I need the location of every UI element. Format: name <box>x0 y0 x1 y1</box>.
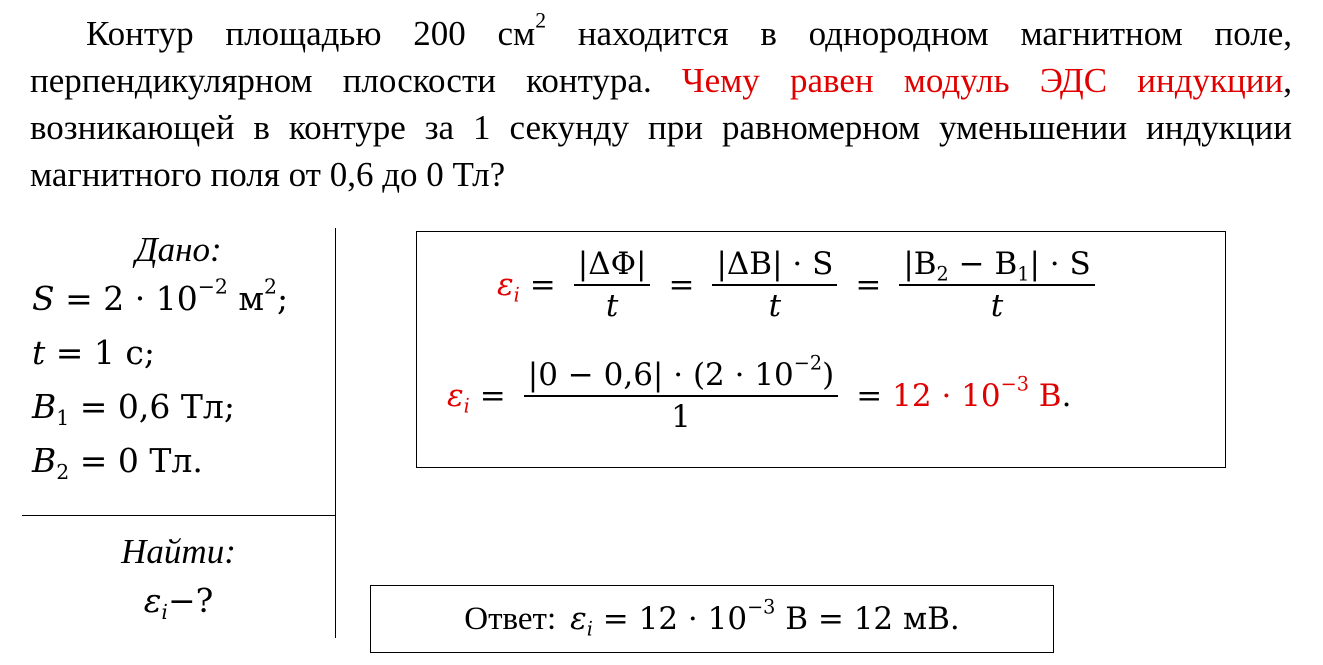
fraction-numeric: $\frac{|0 - 0,6| \cdot (2 \cdot 10^{-2})}{1}$ <box>524 355 838 437</box>
given-header: Дано: <box>135 230 222 269</box>
find-value: −? <box>167 581 214 620</box>
var-s: S <box>32 279 55 318</box>
area-exponent: −2 <box>197 274 228 299</box>
var-t: t <box>32 333 46 372</box>
given-panel <box>22 228 336 638</box>
fraction-difference: $\frac{|B_2 - B_1| \cdot S}{t}$ <box>899 244 1094 326</box>
given-area: $S = 2 \cdot 10^{-2}$ $м^2$; <box>32 274 289 318</box>
fraction-flux: $\frac{|\Delta\Phi|}{t}$ <box>574 244 651 326</box>
emf-symbol-2: $\varepsilon_i$ <box>447 378 470 418</box>
find-header: Найти: <box>121 532 236 571</box>
find-unknown: $\varepsilon_i-$? <box>143 581 214 625</box>
given-time: t = 1 с; <box>32 333 155 372</box>
emf-result: $12 \cdot 10^{-3}$ В <box>892 372 1062 414</box>
area-unit-power: 2 <box>264 274 278 299</box>
problem-statement <box>30 10 1292 198</box>
answer-box <box>370 585 1054 653</box>
formula-box <box>416 231 1226 468</box>
b1-value: 0,6 Тл; <box>117 387 235 426</box>
formula-line-1: $\varepsilon_i$ = $\frac{|\Delta\Phi|}{t}$ = $\frac{|\Delta B| \cdot S}{t}$ = $\frac{|B_2 - B_1| \cdot S}{t}$ <box>497 244 1103 326</box>
area-value: 2 · 10 <box>103 279 198 318</box>
time-value: 1 с; <box>93 333 155 372</box>
b2-value: 0 Тл. <box>117 441 203 480</box>
emf-symbol: $\varepsilon_i$ <box>497 267 520 307</box>
problem-question-highlight: Чему равен модуль ЭДС индукции <box>681 61 1284 100</box>
find-section <box>22 530 335 628</box>
given-b2: $B_2 = 0$ Тл. <box>32 441 203 485</box>
answer-label: Ответ: <box>464 600 557 637</box>
answer-value: $\varepsilon_i = 12 \cdot 10^{-3}$ В = 12 мВ. <box>570 595 960 641</box>
given-divider <box>22 515 335 516</box>
fraction-induction: $\frac{|\Delta B| \cdot S}{t}$ <box>712 244 837 326</box>
given-b1: $B_1 = 0,6$ Тл; <box>32 387 235 431</box>
problem-text-part2: находится в однородном магнитном поле, перпендикулярном плоскости контура. <box>30 14 1292 100</box>
problem-text-part1: Контур площадью 200 см <box>86 14 536 53</box>
area-unit: м <box>238 279 265 318</box>
var-b2: B <box>32 441 57 480</box>
problem-text-part3: , возникающей в контуре за 1 секунду при равномерном уменьшении индукции магнитного поля от 0,6 до 0 Тл? <box>30 61 1292 194</box>
var-b1: B <box>32 387 57 426</box>
area-unit-exponent: 2 <box>535 8 547 33</box>
formula-line-2: $\varepsilon_i$ = $\frac{|0 - 0,6| \cdot (2 \cdot 10^{-2})}{1}$ = $12 \cdot 10^{-3}$ В . <box>447 351 1072 435</box>
